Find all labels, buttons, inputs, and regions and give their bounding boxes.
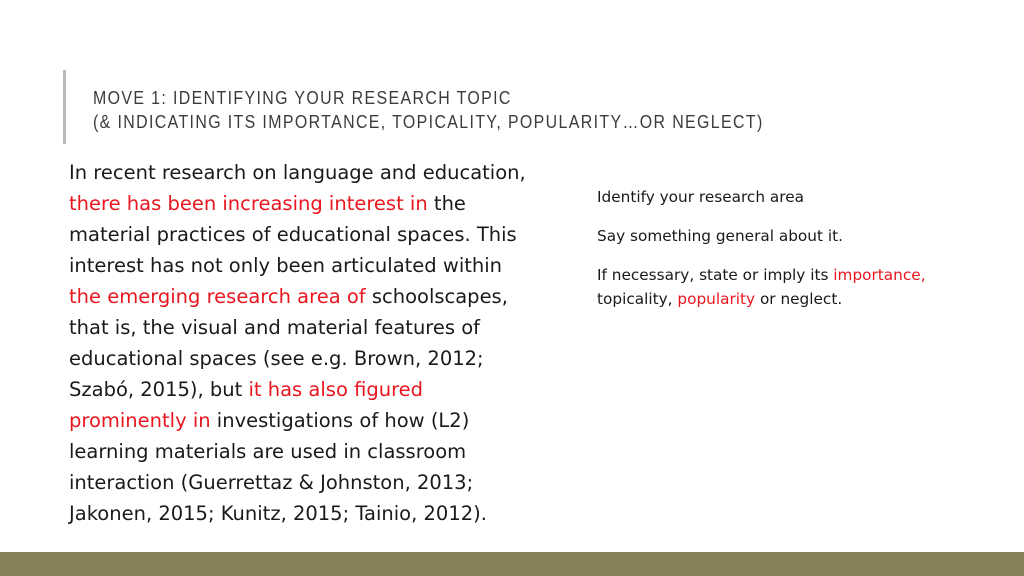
note-text: topicality, <box>597 290 673 308</box>
highlight-word: importance, <box>833 266 926 284</box>
paragraph-text: Szabó, 2015), but <box>69 378 249 401</box>
paragraph-line <box>69 405 559 436</box>
paragraph-line: interest has not only been articulated within <box>69 254 503 277</box>
paragraph-line: In recent research on language and education, <box>69 161 526 184</box>
note-text: If necessary, state or imply its <box>597 266 834 284</box>
paragraph-text: schoolscapes, <box>365 285 508 308</box>
paragraph-line: interaction (Guerrettaz & Johnston, 2013; <box>69 471 474 494</box>
highlight-phrase: it has also figured <box>248 378 424 401</box>
title-accent-rule <box>63 70 66 144</box>
move-notes <box>597 185 997 311</box>
paragraph-line: material practices of educational spaces. This <box>69 223 517 246</box>
highlight-word: popularity <box>677 290 756 308</box>
highlight-phrase: prominently in <box>69 409 211 432</box>
paragraph-line <box>69 188 559 219</box>
highlight-phrase: the emerging research area of <box>69 285 366 308</box>
paragraph-line <box>69 281 559 312</box>
slide-title <box>93 86 781 134</box>
paragraph-line: learning materials are used in classroom <box>69 440 467 463</box>
footer-bar <box>0 552 1024 576</box>
paragraph-text: investigations of how (L2) <box>210 409 470 432</box>
note-importance <box>597 263 997 311</box>
paragraph-line: that is, the visual and material features of <box>69 316 481 339</box>
note-say-general: Say something general about it. <box>597 227 843 245</box>
paragraph-line: educational spaces (see e.g. Brown, 2012; <box>69 347 484 370</box>
example-paragraph <box>69 157 559 529</box>
paragraph-line: Jakonen, 2015; Kunitz, 2015; Tainio, 2012). <box>69 502 487 525</box>
title-line-2: (& INDICATING ITS IMPORTANCE, TOPICALITY, POPULARITY…OR NEGLECT) <box>93 111 764 132</box>
note-text: or neglect. <box>755 290 843 308</box>
note-identify-area: Identify your research area <box>597 188 805 206</box>
paragraph-text: the <box>427 192 466 215</box>
highlight-phrase: there has been increasing interest in <box>69 192 428 215</box>
paragraph-line <box>69 374 559 405</box>
title-line-1: MOVE 1: IDENTIFYING YOUR RESEARCH TOPIC <box>93 87 512 108</box>
